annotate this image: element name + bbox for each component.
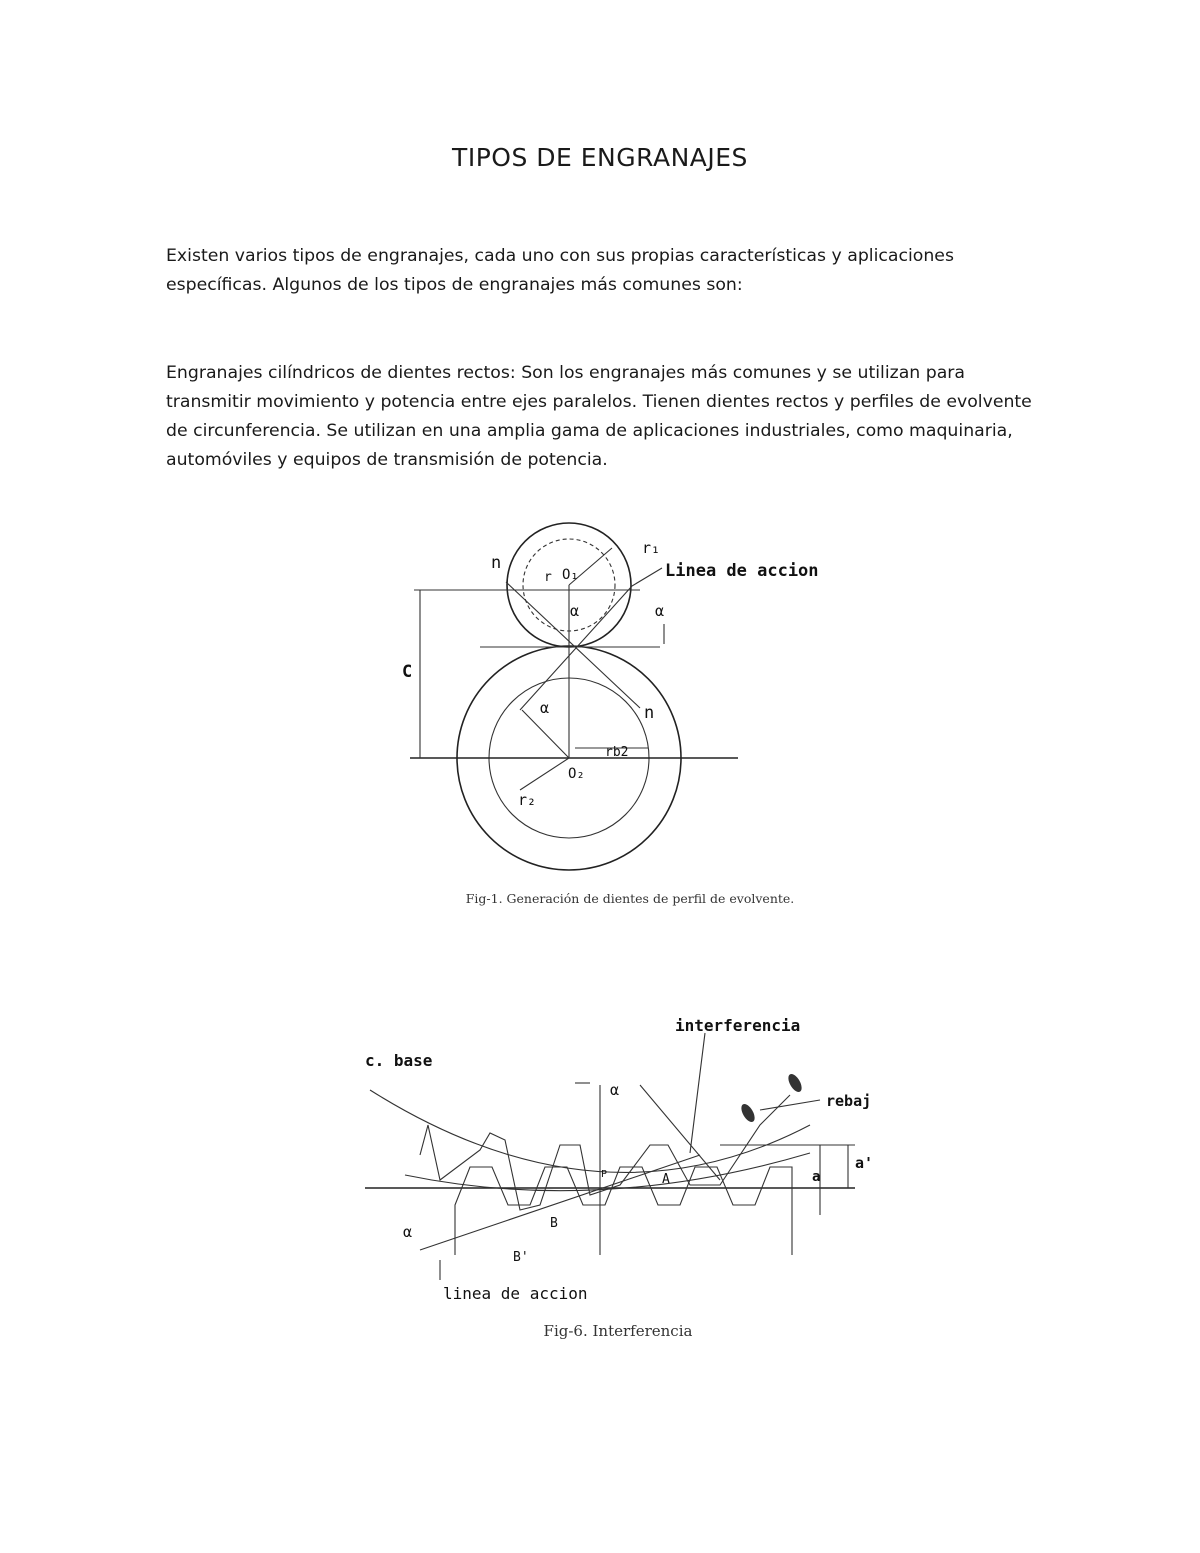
spur-gears-paragraph: Engranajes cilíndricos de dientes rectos: Son los engranajes más comunes y se utilizan para transmitir movimiento y potencia entre ejes paralelos. Tienen dientes rectos y perfiles de evolvente de circunferencia. Se utilizan en una amplia gama de aplicaciones industriales, como maquinaria, automóviles y equipos de transmisión de potencia.: [166, 363, 1032, 470]
label-c: C: [402, 662, 413, 682]
label-r2: r₂: [518, 791, 537, 809]
rebaje-mark-2: [786, 1072, 805, 1094]
label-p: P: [601, 1169, 608, 1180]
label-c-base: c. base: [365, 1051, 433, 1070]
label-linea-accion: Linea de accion: [665, 561, 819, 581]
rebaje-leader: [760, 1100, 820, 1110]
label-o2: O₂: [568, 766, 585, 782]
label-interferencia: interferencia: [675, 1016, 801, 1035]
label-o1: O₁: [562, 567, 579, 583]
interferencia-leader: [690, 1033, 705, 1153]
figure2-caption: Fig-6. Interferencia: [543, 1322, 693, 1340]
figure-interference: [0, 1005, 1200, 1345]
figure1-caption: Fig-1. Generación de dientes de perfil de evolvente.: [465, 891, 795, 906]
label-dim-a-prime: a': [855, 1154, 874, 1172]
line-of-action: [420, 1155, 700, 1250]
label-b: B: [550, 1216, 558, 1231]
radius-line: [522, 710, 569, 758]
figure-involute-generation: [0, 520, 1200, 920]
label-rb2: rb2: [605, 745, 629, 760]
label-rebaje: rebaj: [826, 1092, 872, 1110]
label-r1: r₁: [642, 539, 661, 557]
label-b-prime: B': [513, 1250, 529, 1265]
label-linea-accion: linea de accion: [443, 1284, 588, 1303]
label-dim-a: a: [812, 1169, 821, 1185]
gear-teeth: [420, 1095, 790, 1210]
label-alpha-lower: α: [540, 699, 550, 717]
label-rb1: r: [544, 570, 552, 585]
label-alpha-top: α: [610, 1081, 620, 1099]
intro-paragraph: Existen varios tipos de engranajes, cada uno con sus propias características y aplicaciones específicas. Algunos de los tipos de engranajes más comunes son:: [166, 246, 954, 295]
label-n-top: n: [491, 553, 502, 573]
label-alpha-left: α: [403, 1223, 413, 1241]
rebaje-mark-1: [739, 1102, 758, 1124]
label-point-a: A: [662, 1172, 670, 1187]
radius-r2-line: [520, 758, 569, 790]
action-line-1: [506, 582, 640, 708]
label-n-bottom: n: [644, 703, 655, 723]
linea-accion-leader: [632, 568, 662, 586]
label-alpha-right: α: [655, 602, 665, 620]
label-alpha-center: α: [570, 602, 580, 620]
page-title: TIPOS DE ENGRANAJES: [452, 143, 748, 172]
